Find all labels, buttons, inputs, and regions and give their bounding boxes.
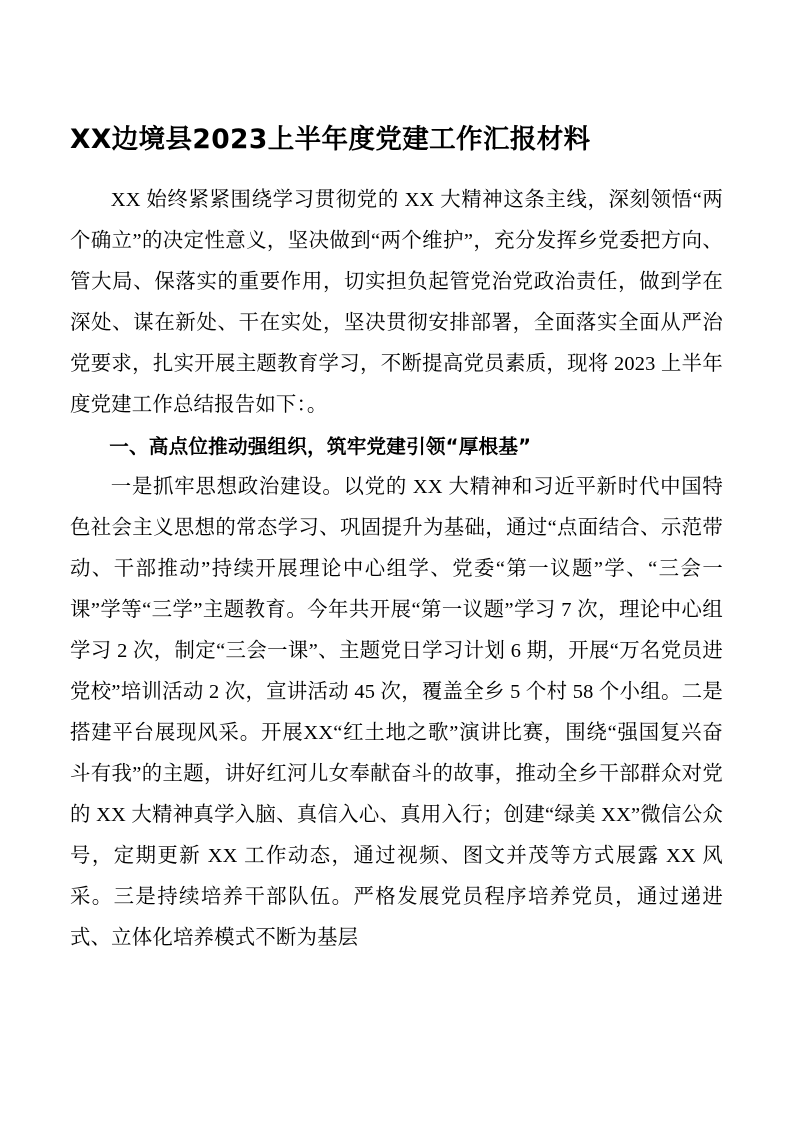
section-heading-1: 一、高点位推动强组织，筑牢党建引领“厚根基” <box>109 434 532 458</box>
paragraph-section-1-body: 一是抓牢思想政治建设。以党的 XX 大精神和习近平新时代中国特色社会主义思想的常态学习、巩固提升为基础，通过“点面结合、示范带动、干部推动”持续开展理论中心组学、党委“第一议题”学、“三会一课”学等“三学”主题教育。今年共开展“第一议题”学习 7 次，理论中心组学习 2 次，制定“三会一课”、主题党日学习计划 6 期，开展“万名党员进党校”培训活动 2 次，宣讲活动 45 次，覆盖全乡 5 个村 58 个小组。二是搭建平台展现风采。开展XX“红土地之歌”演讲比赛，围绕“强国复兴奋斗有我”的主题，讲好红河儿女奉献奋斗的故事，推动全乡干部群众对党的 XX 大精神真学入脑、真信入心、真用入行；创建“绿美 XX”微信公众号，定期更新 XX 工作动态，通过视频、图文并茂等方式展露 XX 风采。三是持续培养干部队伍。严格发展党员程序培养党员，通过递进式、立体化培养模式不断为基层 <box>70 475 723 949</box>
page-title: XX边境县2023上半年度党建工作汇报材料 <box>70 124 591 155</box>
paragraph-intro: XX 始终紧紧围绕学习贯彻党的 XX 大精神这条主线，深刻领悟“两个确立”的决定性意义，坚决做到“两个维护”，充分发挥乡党委把方向、管大局、保落实的重要作用，切实担负起管党治党政治责任，做到学在深处、谋在新处、干在实处，坚决贯彻安排部署，全面落实全面从严治党要求，扎实开展主题教育学习，不断提高党员素质，现将 2023 上半年度党建工作总结报告如下：。 <box>70 188 723 416</box>
